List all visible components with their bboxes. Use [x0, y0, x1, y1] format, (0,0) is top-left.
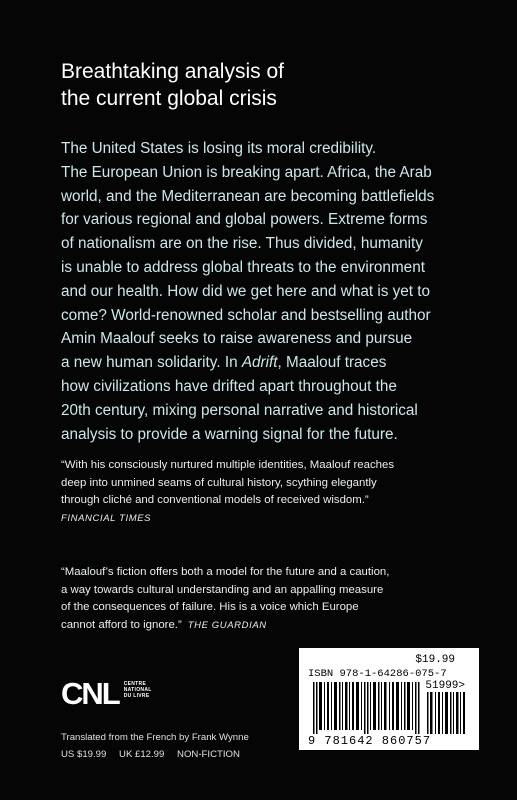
translator-credit: Translated from the French by Frank Wynne: [61, 732, 249, 743]
quote-text: cannot afford to ignore.”: [61, 618, 182, 631]
blurb-line: of nationalism are on the rise. Thus divided, humanity: [61, 235, 423, 253]
blurb-line: The European Union is breaking apart. Africa, the Arab: [61, 163, 432, 181]
cnl-text-line: NATIONAL: [123, 687, 152, 693]
blurb-line: is unable to address global threats to the environment: [61, 258, 425, 276]
blurb-line: Amin Maalouf seeks to raise awareness and pursue: [61, 330, 413, 348]
barcode-addon: 51999>: [425, 680, 465, 692]
review-quote-financial-times: [61, 457, 481, 527]
quote-line: of the consequences of failure. His is a voice which Europe: [61, 601, 359, 614]
category-label: NON-FICTION: [177, 749, 240, 760]
cnl-wordmark: [124, 681, 152, 699]
blurb: [61, 137, 481, 446]
barcode-digits: 9 781642 860757: [308, 734, 432, 748]
quote-line: [61, 617, 481, 635]
barcode-panel: [299, 648, 479, 750]
barcode-price: $19.99: [415, 654, 455, 666]
blurb-text: , Maalouf traces: [277, 354, 387, 372]
quote-source: THE GUARDIAN: [187, 619, 267, 631]
headline-line: the current global crisis: [61, 87, 277, 110]
book-title: Adrift: [241, 354, 278, 372]
price-uk: UK £12.99: [119, 749, 165, 760]
headline-line: Breathtaking analysis of: [61, 60, 284, 83]
quote-source: FINANCIAL TIMES: [61, 512, 152, 524]
quote-line: “With his consciously nurtured multiple identities, Maalouf reaches: [61, 459, 395, 471]
cnl-logo: [61, 678, 152, 709]
blurb-line: for various regional and global powers. Extreme forms: [61, 211, 428, 229]
blurb-line: [61, 351, 481, 375]
quote-line: deep into unmined seams of cultural history, scything elegantly: [61, 476, 377, 489]
cnl-mark: CNL: [61, 676, 119, 711]
price-line: [61, 749, 250, 760]
cnl-text-line: CENTRE: [123, 681, 147, 687]
blurb-line: The United States is losing its moral credibility.: [61, 140, 377, 157]
blurb-line: world, and the Mediterranean are becoming battlefields: [61, 187, 435, 205]
headline: [61, 58, 461, 112]
quote-line: through cliché and conventional models of received wisdom.”: [61, 494, 369, 507]
blurb-line: come? World-renowned scholar and bestselling author: [61, 306, 431, 324]
cnl-text-line: DU LIVRE: [123, 693, 150, 699]
blurb-line: and our health. How did we get here and what is yet to: [61, 282, 431, 300]
price-us: US $19.99: [61, 749, 107, 760]
blurb-text: a new human solidarity. In: [61, 354, 242, 372]
review-quote-guardian: [61, 564, 481, 634]
blurb-line: 20th century, mixing personal narrative and historical: [61, 401, 418, 419]
blurb-line: how civilizations have drifted apart throughout the: [61, 377, 397, 395]
quote-line: “Maalouf’s fiction offers both a model for the future and a caution,: [61, 566, 390, 578]
blurb-line: analysis to provide a warning signal for the future.: [61, 425, 398, 443]
quote-line: a way towards cultural understanding and an appalling measure: [61, 583, 384, 596]
isbn-text: ISBN 978-1-64286-075-7: [308, 668, 447, 680]
